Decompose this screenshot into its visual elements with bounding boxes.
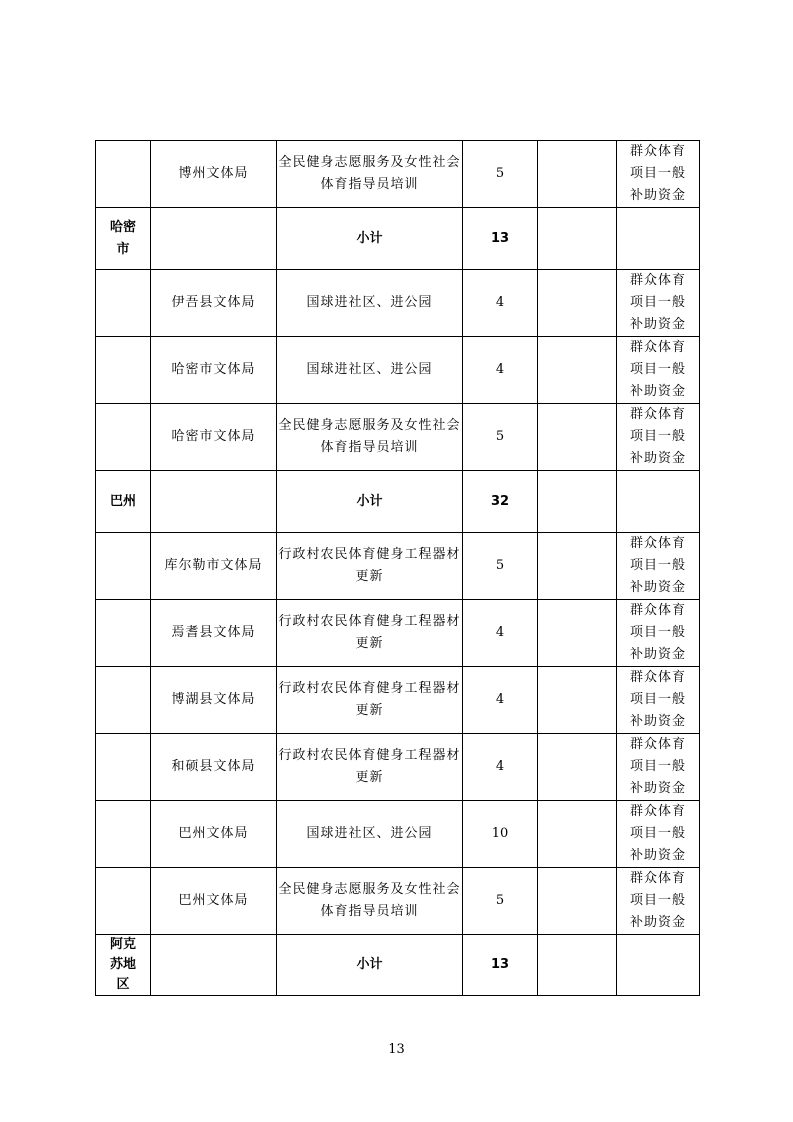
- funding-table: [95, 140, 700, 996]
- amount-cell: 4: [463, 600, 538, 667]
- region-cell: [96, 404, 151, 471]
- amount-cell: 5: [463, 404, 538, 471]
- remark-cell: [538, 270, 617, 337]
- funding-table-body: [96, 141, 700, 996]
- remark-cell: [538, 141, 617, 208]
- remark-cell: [538, 533, 617, 600]
- table-row: [96, 801, 700, 868]
- region-cell: 阿克 苏地 区: [96, 935, 151, 996]
- unit-cell: 哈密市文体局: [151, 404, 277, 471]
- unit-cell: [151, 471, 277, 533]
- subtotal-label: 小计: [277, 471, 463, 533]
- table-row: [96, 404, 700, 471]
- remark-cell: [538, 404, 617, 471]
- remark-cell: [538, 600, 617, 667]
- amount-cell: 5: [463, 141, 538, 208]
- subtotal-amount: 32: [463, 471, 538, 533]
- region-cell: [96, 868, 151, 935]
- region-cell: [96, 600, 151, 667]
- region-cell: 哈密 市: [96, 208, 151, 270]
- unit-cell: [151, 935, 277, 996]
- subtotal-row: [96, 471, 700, 533]
- unit-cell: 博湖县文体局: [151, 667, 277, 734]
- table-row: [96, 600, 700, 667]
- project-cell: 行政村农民体育健身工程器材更新: [277, 600, 463, 667]
- region-cell: [96, 141, 151, 208]
- unit-cell: 哈密市文体局: [151, 337, 277, 404]
- amount-cell: 5: [463, 868, 538, 935]
- unit-cell: 焉耆县文体局: [151, 600, 277, 667]
- project-cell: 国球进社区、进公园: [277, 270, 463, 337]
- remark-cell: [538, 868, 617, 935]
- subtotal-amount: 13: [463, 935, 538, 996]
- amount-cell: 4: [463, 337, 538, 404]
- project-cell: 国球进社区、进公园: [277, 337, 463, 404]
- region-cell: [96, 270, 151, 337]
- remark-cell: [538, 734, 617, 801]
- project-cell: 全民健身志愿服务及女性社会体育指导员培训: [277, 404, 463, 471]
- region-cell: [96, 801, 151, 868]
- region-cell: [96, 533, 151, 600]
- unit-cell: 和硕县文体局: [151, 734, 277, 801]
- source-cell: 群众体育 项目一般 补助资金: [617, 141, 700, 208]
- source-cell: 群众体育 项目一般 补助资金: [617, 868, 700, 935]
- table-row: [96, 337, 700, 404]
- subtotal-row: [96, 208, 700, 270]
- source-cell: 群众体育 项目一般 补助资金: [617, 337, 700, 404]
- project-cell: 行政村农民体育健身工程器材更新: [277, 533, 463, 600]
- remark-cell: [538, 801, 617, 868]
- unit-cell: 巴州文体局: [151, 801, 277, 868]
- amount-cell: 4: [463, 667, 538, 734]
- subtotal-label: 小计: [277, 208, 463, 270]
- remark-cell: [538, 471, 617, 533]
- source-cell: 群众体育 项目一般 补助资金: [617, 600, 700, 667]
- table-row: [96, 141, 700, 208]
- amount-cell: 10: [463, 801, 538, 868]
- subtotal-label: 小计: [277, 935, 463, 996]
- amount-cell: 5: [463, 533, 538, 600]
- amount-cell: 4: [463, 270, 538, 337]
- region-cell: [96, 337, 151, 404]
- project-cell: 行政村农民体育健身工程器材更新: [277, 667, 463, 734]
- amount-cell: 4: [463, 734, 538, 801]
- subtotal-amount: 13: [463, 208, 538, 270]
- remark-cell: [538, 667, 617, 734]
- table-row: [96, 868, 700, 935]
- source-cell: 群众体育 项目一般 补助资金: [617, 734, 700, 801]
- project-cell: 全民健身志愿服务及女性社会体育指导员培训: [277, 141, 463, 208]
- source-cell: [617, 208, 700, 270]
- subtotal-row: [96, 935, 700, 996]
- source-cell: 群众体育 项目一般 补助资金: [617, 667, 700, 734]
- table-row: [96, 533, 700, 600]
- region-cell: [96, 667, 151, 734]
- source-cell: [617, 935, 700, 996]
- unit-cell: 巴州文体局: [151, 868, 277, 935]
- project-cell: 行政村农民体育健身工程器材更新: [277, 734, 463, 801]
- region-cell: 巴州: [96, 471, 151, 533]
- source-cell: 群众体育 项目一般 补助资金: [617, 801, 700, 868]
- table-row: [96, 270, 700, 337]
- project-cell: 全民健身志愿服务及女性社会体育指导员培训: [277, 868, 463, 935]
- unit-cell: [151, 208, 277, 270]
- unit-cell: 库尔勒市文体局: [151, 533, 277, 600]
- unit-cell: 博州文体局: [151, 141, 277, 208]
- table-row: [96, 667, 700, 734]
- remark-cell: [538, 337, 617, 404]
- remark-cell: [538, 935, 617, 996]
- remark-cell: [538, 208, 617, 270]
- project-cell: 国球进社区、进公园: [277, 801, 463, 868]
- page-number: 13: [388, 1042, 405, 1057]
- source-cell: 群众体育 项目一般 补助资金: [617, 404, 700, 471]
- table-row: [96, 734, 700, 801]
- source-cell: [617, 471, 700, 533]
- unit-cell: 伊吾县文体局: [151, 270, 277, 337]
- region-cell: [96, 734, 151, 801]
- source-cell: 群众体育 项目一般 补助资金: [617, 533, 700, 600]
- source-cell: 群众体育 项目一般 补助资金: [617, 270, 700, 337]
